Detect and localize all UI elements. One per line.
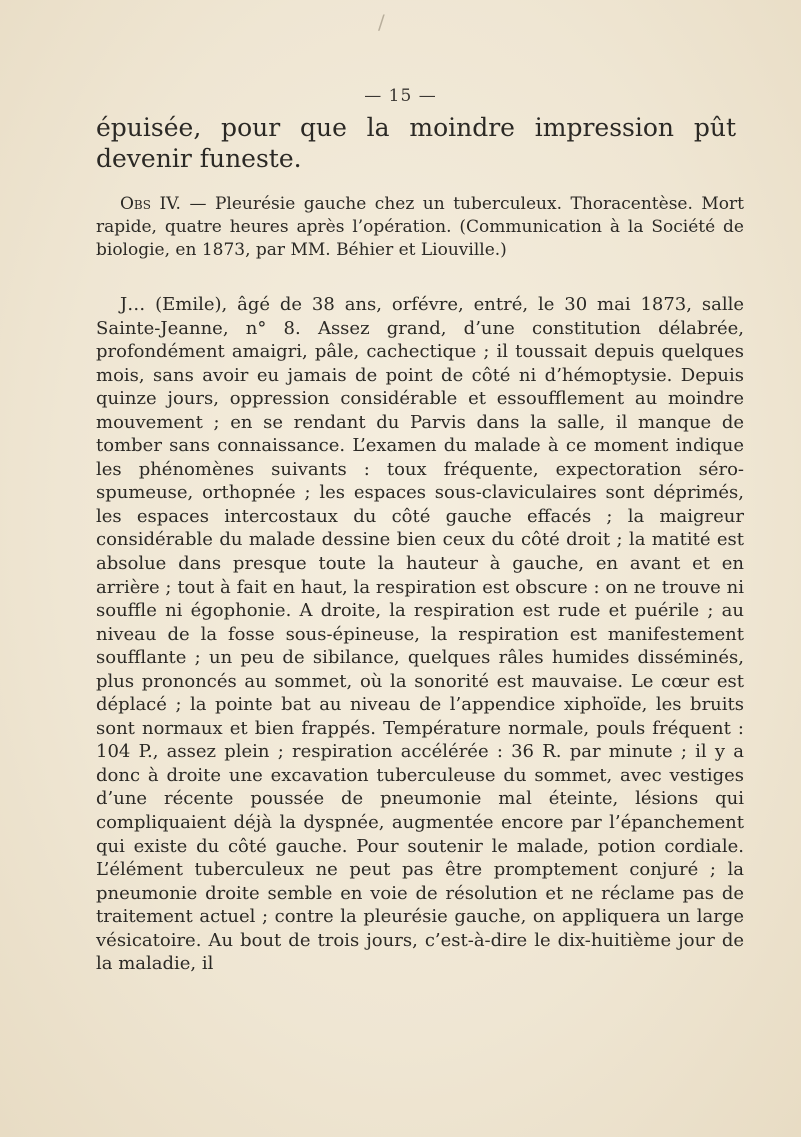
continuation-paragraph: épuisée, pour que la moindre impression pût devenir funeste.	[96, 113, 736, 173]
page-number: — 15 —	[364, 86, 437, 106]
case-report-paragraph: J… (Emile), âgé de 38 ans, orfévre, entré, le 30 mai 1873, salle Sainte-Jeanne, n° 8. Assez grand, d’une constitution délabrée, profondément amaigri, pâle, cachectique ; il toussait depuis quelques mois, sans avoir eu jamais de point de côté ni d’hémoptysie. Depuis quinze jours, oppression considérable et essoufflement au moindre mouvement ; en se rendant du Parvis dans la salle, il manque de tomber sans connaissance. L’examen du malade à ce moment indique les phénomènes suivants : toux fréquente, expectoration séro-spumeuse, orthopnée ; les espaces sous-claviculaires sont déprimés, les espaces intercostaux du côté gauche effacés ; la maigreur considérable du malade dessine bien ceux du côté droit ; la matité est absolue dans presque toute la hauteur à gauche, en avant et en arrière ; tout à fait en haut, la respiration est obscure : on ne trouve ni souffle ni égophonie. A droite, la respiration est rude et puérile ; au niveau de la fosse sous-épineuse, la respiration est manifestement soufflante ; un peu de sibilance, quelques râles humides disséminés, plus prononcés au sommet, où la sonorité est mauvaise. Le cœur est déplacé ; la pointe bat au niveau de l’appendice xiphoïde, les bruits sont normaux et bien frappés. Température normale, pouls fréquent : 104 P., assez plein ; respiration accélérée : 36 R. par minute ; il y a donc à droite une excavation tuberculeuse du sommet, avec vestiges d’une récente poussée de pneumonie mal éteinte, lésions qui compliquaient déjà la dyspnée, augmentée encore par l’épanchement qui existe du côté gauche. Pour soutenir le malade, potion cordiale. L’élément tuberculeux ne peut pas être promptement conjuré ; la pneumonie droite semble en voie de résolution et ne réclame pas de traitement actuel ; contre la pleurésie gauche, on appliquera un large vésicatoire. Au bout de trois jours, c’est-à-dire le dix-huitième jour de la maladie, il	[96, 294, 744, 975]
observation-title: — Pleurésie gauche chez un tuberculeux. Thoracentèse. Mort rapide, quatre heures après l’opération. (Communication à la Société de biologie, en 1873, par MM. Béhier et Liouville.)	[96, 194, 744, 260]
observation-heading	[96, 193, 744, 262]
observation-label: Obs IV.	[120, 194, 181, 214]
pencil-mark: /	[378, 10, 385, 34]
